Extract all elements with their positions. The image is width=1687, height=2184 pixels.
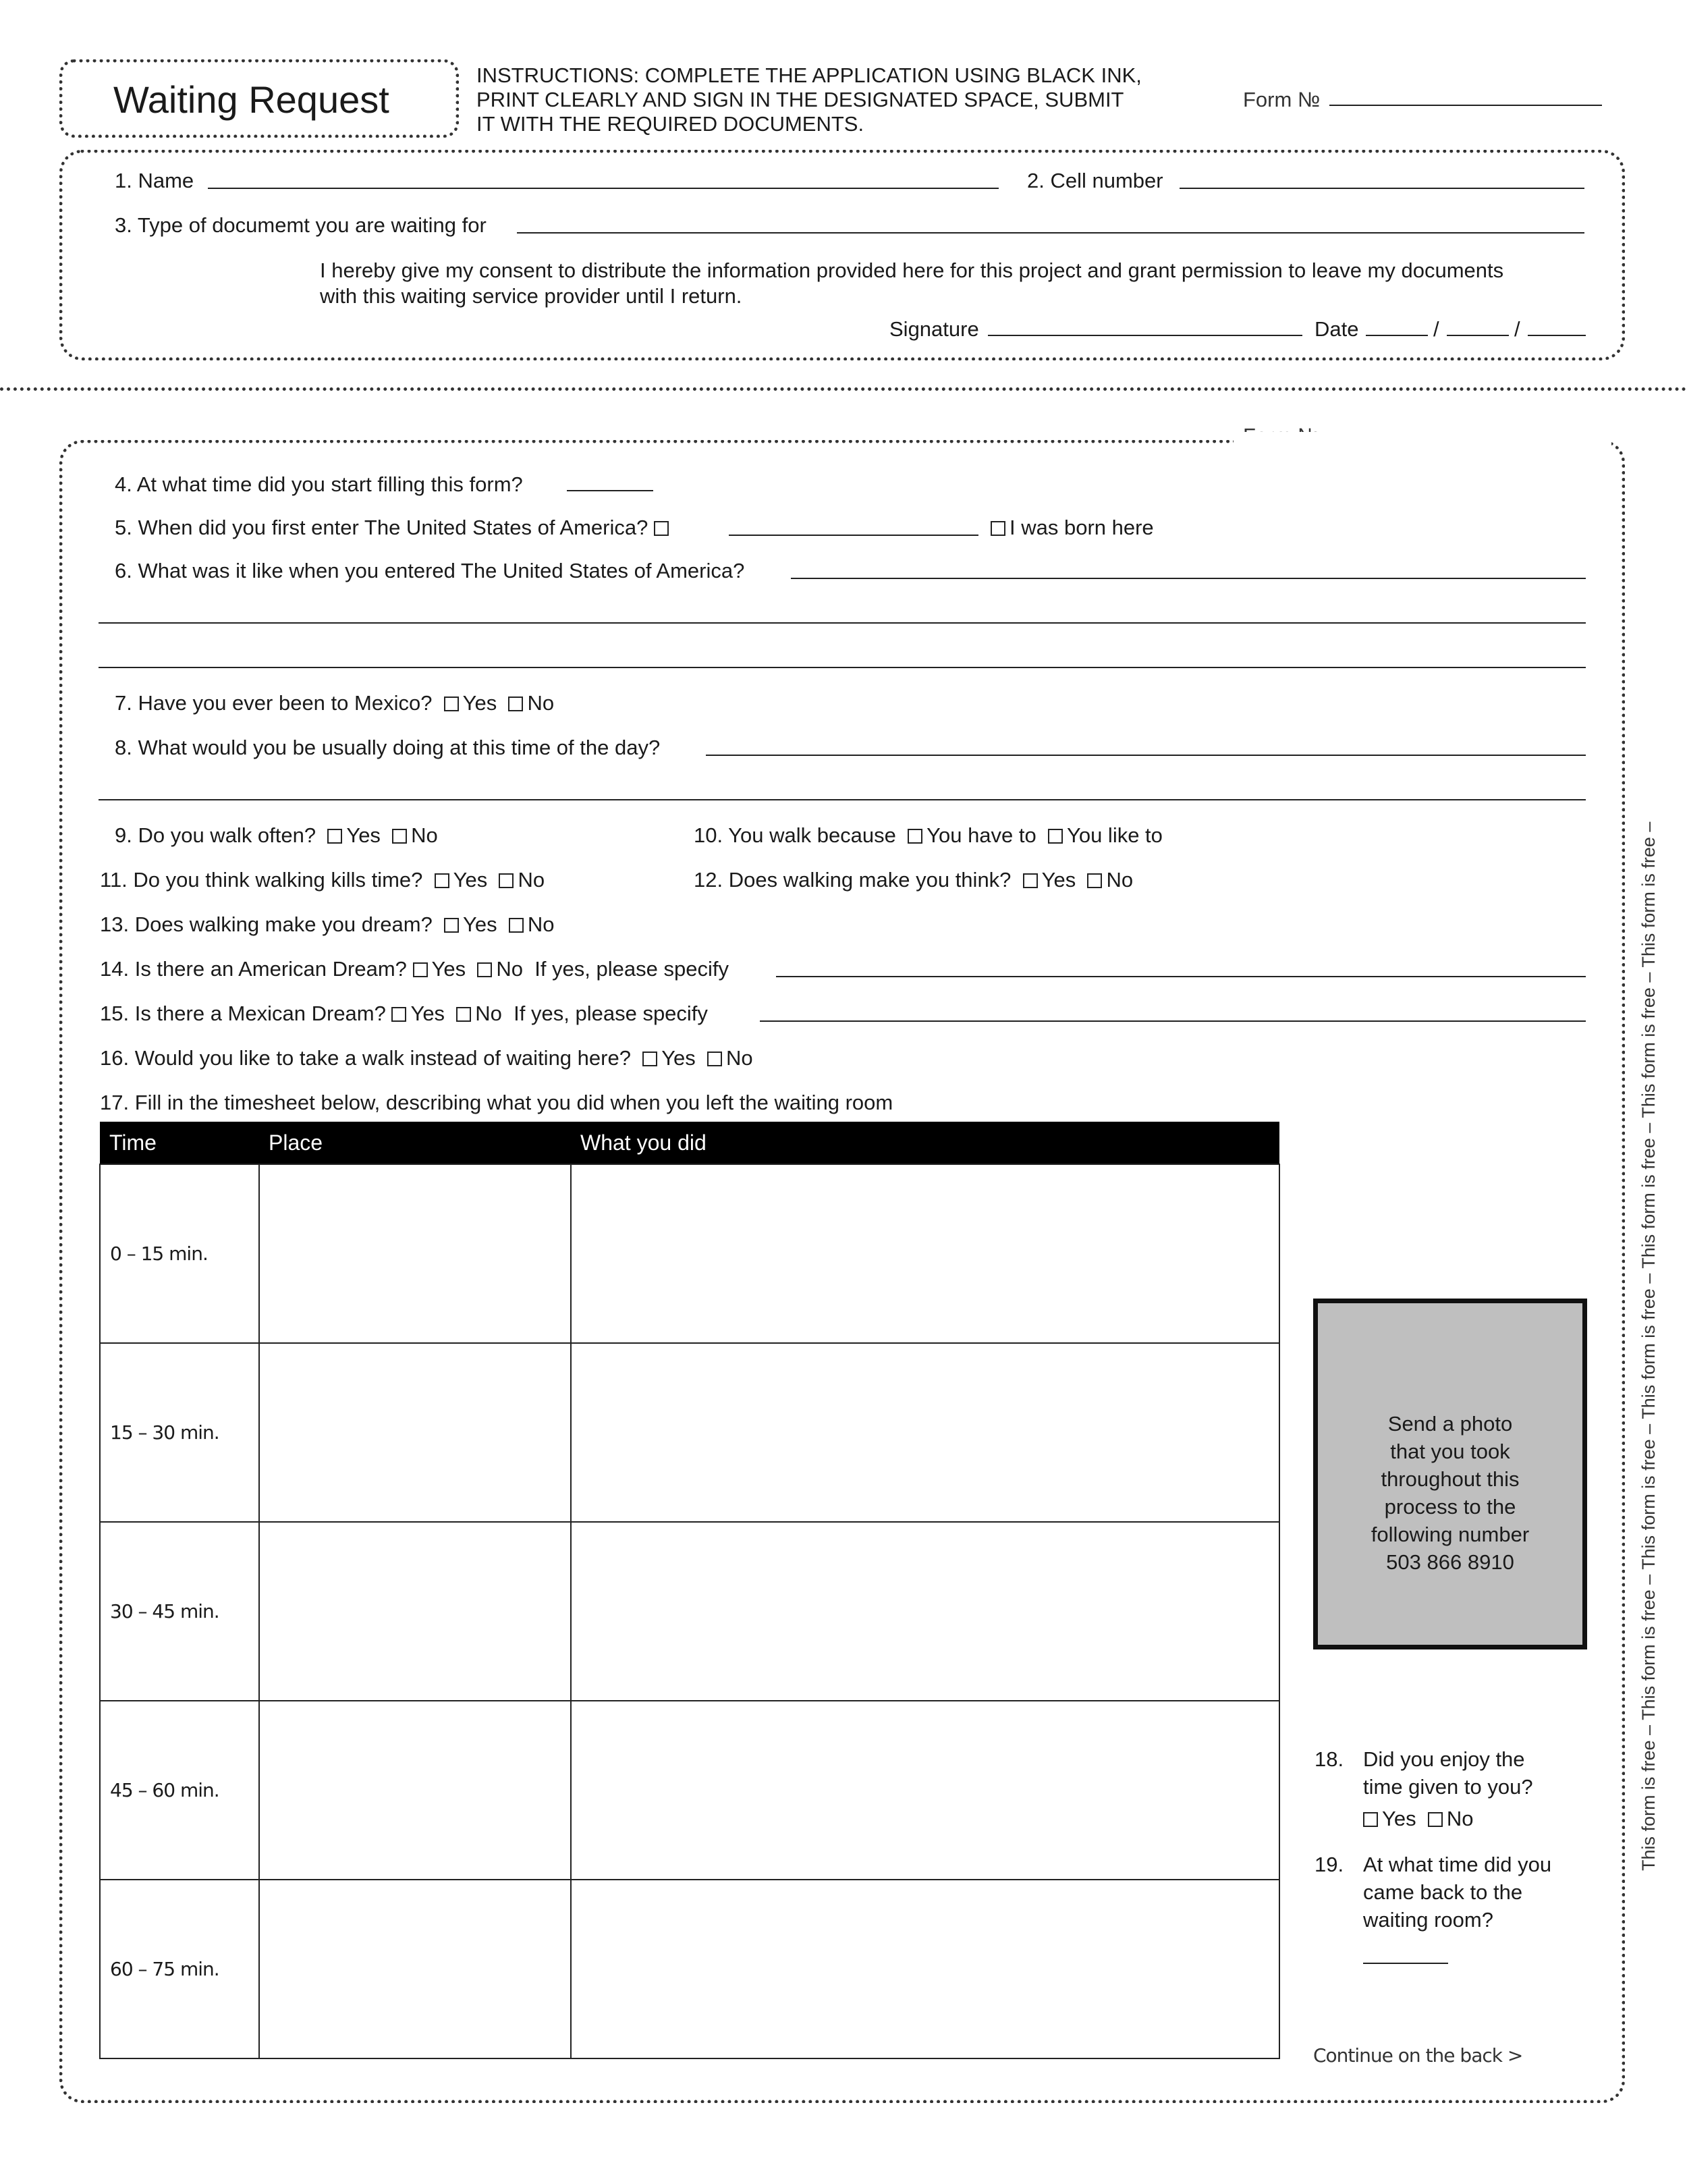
document-type-field[interactable]	[517, 232, 1584, 234]
yes-checkbox[interactable]	[444, 918, 459, 933]
no-checkbox[interactable]	[509, 918, 524, 933]
question-12: 12. Does walking make you think? Yes No	[694, 868, 1134, 892]
timesheet-header	[100, 1122, 1279, 1164]
yes-checkbox[interactable]	[413, 962, 428, 977]
activity-cell[interactable]	[571, 1701, 1279, 1880]
time-cell: 60 – 75 min.	[100, 1880, 259, 2058]
applicant-section	[59, 150, 1625, 360]
no-checkbox[interactable]	[1087, 873, 1102, 888]
question-4: 4. At what time did you start filling this form?	[115, 472, 523, 496]
have-to-checkbox[interactable]	[908, 829, 922, 844]
born-here-option: I was born here	[991, 516, 1154, 540]
date-separator: /	[1433, 317, 1439, 341]
yes-checkbox[interactable]	[642, 1052, 657, 1066]
page-title: Waiting Request	[113, 78, 389, 121]
cell-number-label: 2. Cell number	[1027, 169, 1163, 192]
question-19: 19. At what time did you came back to the waiting room?	[1315, 1853, 1552, 1932]
activity-cell[interactable]	[571, 1522, 1279, 1701]
consent-text: I hereby give my consent to distribute the information provided here for this project and grant permission to leave my documents with this waiting service provider until I return.	[320, 258, 1504, 308]
name-label: 1. Name	[115, 169, 194, 192]
document-type-label: 3. Type of documemt you are waiting for	[115, 213, 487, 237]
form-number-gap	[1234, 432, 1611, 449]
date-separator: /	[1514, 317, 1520, 341]
place-column-header: Place	[259, 1122, 571, 1164]
no-checkbox[interactable]	[392, 829, 407, 844]
question-6: 6. What was it like when you entered The United States of America?	[115, 559, 745, 582]
entry-date-field[interactable]	[729, 535, 978, 536]
yes-checkbox[interactable]	[391, 1007, 406, 1022]
time-cell: 30 – 45 min.	[100, 1522, 259, 1701]
place-cell[interactable]	[259, 1880, 571, 2058]
continue-note: Continue on the back >	[1313, 2044, 1523, 2067]
no-checkbox[interactable]	[707, 1052, 722, 1066]
like-to-checkbox[interactable]	[1048, 829, 1063, 844]
form-number-label: Form №	[1243, 88, 1321, 111]
date-month-field[interactable]	[1366, 335, 1428, 336]
photo-instruction-box: Send a photo that you took throughout this process to the following number 503 866 8910	[1313, 1299, 1587, 1649]
question-8: 8. What would you be usually doing at this time of the day?	[115, 736, 661, 759]
entry-experience-field[interactable]	[99, 667, 1586, 668]
time-cell: 0 – 15 min.	[100, 1164, 259, 1343]
entry-date-checkbox[interactable]	[654, 521, 669, 536]
yes-checkbox[interactable]	[1363, 1812, 1378, 1827]
time-cell: 15 – 30 min.	[100, 1343, 259, 1522]
question-18: 18. Did you enjoy the time given to you? Yes No	[1315, 1747, 1533, 1830]
place-cell[interactable]	[259, 1343, 571, 1522]
table-row	[100, 1522, 1279, 1701]
place-cell[interactable]	[259, 1522, 571, 1701]
instructions: INSTRUCTIONS: COMPLETE THE APPLICATION USING BLACK INK, PRINT CLEARLY AND SIGN IN THE DESIGNATED SPACE, SUBMIT IT WITH THE REQUIRED DOCUMENTS.	[476, 63, 1142, 136]
date-year-field[interactable]	[1528, 335, 1586, 336]
place-cell[interactable]	[259, 1701, 571, 1880]
no-checkbox[interactable]	[456, 1007, 471, 1022]
activity-cell[interactable]	[571, 1880, 1279, 2058]
question-7: 7. Have you ever been to Mexico? Yes No	[115, 691, 555, 715]
mexican-dream-field[interactable]	[760, 1020, 1586, 1022]
activity-cell[interactable]	[571, 1164, 1279, 1343]
born-here-checkbox[interactable]	[991, 521, 1005, 536]
question-9: 9. Do you walk often? Yes No	[115, 823, 438, 847]
table-row	[100, 1164, 1279, 1343]
activity-column-header: What you did	[571, 1122, 1279, 1164]
no-checkbox[interactable]	[1428, 1812, 1443, 1827]
table-row	[100, 1701, 1279, 1880]
date-label: Date	[1315, 317, 1359, 341]
signature-field[interactable]	[988, 335, 1302, 336]
time-cell: 45 – 60 min.	[100, 1701, 259, 1880]
no-checkbox[interactable]	[499, 873, 514, 888]
question-17: 17. Fill in the timesheet below, describing what you did when you left the waiting room	[100, 1091, 893, 1114]
question-15: 15. Is there a Mexican Dream? Yes No If yes, please specify	[100, 1002, 708, 1025]
no-checkbox[interactable]	[508, 697, 523, 711]
yes-checkbox[interactable]	[1023, 873, 1038, 888]
yes-checkbox[interactable]	[327, 829, 342, 844]
entry-experience-field[interactable]	[99, 622, 1586, 624]
date-day-field[interactable]	[1447, 335, 1509, 336]
entry-experience-field[interactable]	[791, 578, 1586, 579]
american-dream-field[interactable]	[776, 976, 1586, 977]
return-time-field[interactable]	[1363, 1963, 1448, 1964]
cut-line	[0, 387, 1687, 391]
question-10: 10. You walk because You have to You like to	[694, 823, 1163, 847]
table-row	[100, 1343, 1279, 1522]
usual-activity-field[interactable]	[99, 799, 1586, 800]
side-free-text: This form is free – This form is free – This form is free – This form is free – This form is free – This form is free – This form is free –	[1638, 821, 1659, 1871]
question-14: 14. Is there an American Dream? Yes No If yes, please specify	[100, 957, 729, 981]
name-field[interactable]	[208, 188, 999, 189]
question-16: 16. Would you like to take a walk instead of waiting here? Yes No	[100, 1046, 753, 1070]
activity-cell[interactable]	[571, 1343, 1279, 1522]
table-row	[100, 1880, 1279, 2058]
question-11: 11. Do you think walking kills time? Yes No	[100, 868, 545, 892]
place-cell[interactable]	[259, 1164, 571, 1343]
no-checkbox[interactable]	[477, 962, 492, 977]
timesheet-table	[99, 1122, 1280, 2059]
question-5: 5. When did you first enter The United States of America?	[115, 516, 673, 540]
yes-checkbox[interactable]	[435, 873, 449, 888]
yes-checkbox[interactable]	[444, 697, 459, 711]
cell-number-field[interactable]	[1180, 188, 1584, 189]
time-column-header: Time	[100, 1122, 259, 1164]
start-time-field[interactable]	[567, 490, 653, 491]
signature-label: Signature	[889, 317, 979, 341]
form-number-field[interactable]	[1329, 105, 1602, 106]
question-13: 13. Does walking make you dream? Yes No	[100, 912, 555, 936]
usual-activity-field[interactable]	[706, 755, 1586, 756]
